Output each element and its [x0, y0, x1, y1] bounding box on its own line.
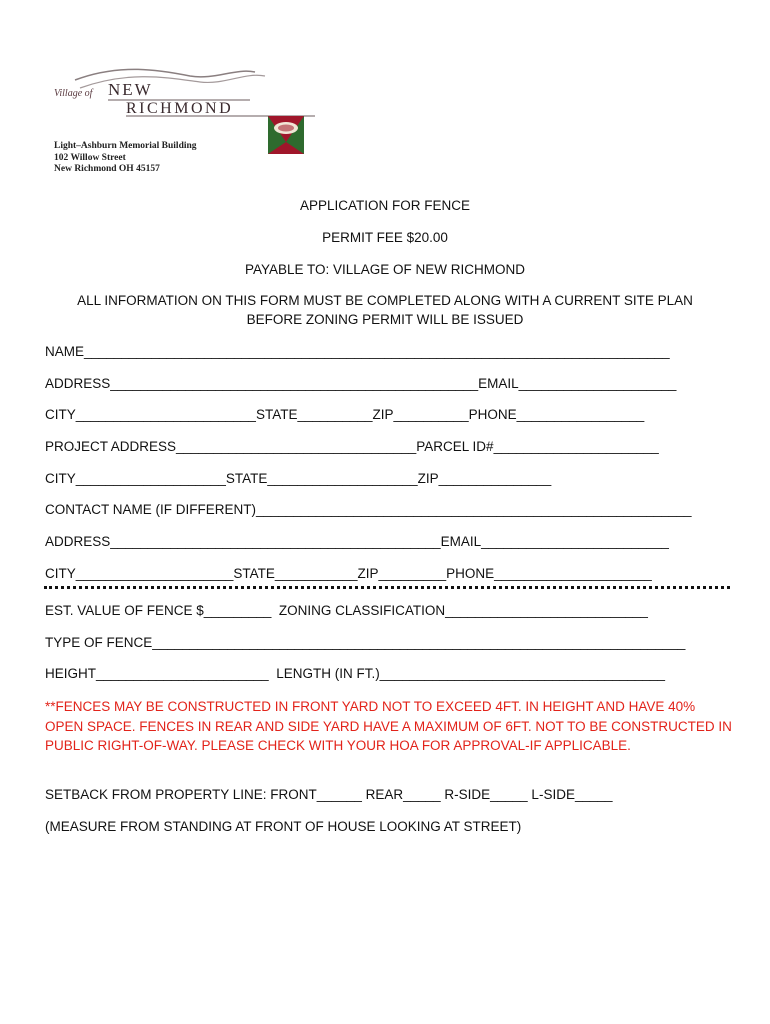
project-city-field[interactable]: CITY____________________STATE____________________ZIP_______________	[45, 471, 552, 486]
fence-type-field[interactable]: TYPE OF FENCE_______________________________________________________________________	[45, 635, 686, 650]
logo-pennant	[268, 116, 304, 154]
city-state-zip-phone-field[interactable]: CITY________________________STATE__________ZIP__________PHONE_________________	[45, 407, 645, 422]
notice-line-2: BEFORE ZONING PERMIT WILL BE ISSUED	[246, 312, 524, 327]
measure-instruction: (MEASURE FROM STANDING AT FRONT OF HOUSE LOOKING AT STREET)	[45, 819, 522, 834]
project-address-field[interactable]: PROJECT ADDRESS________________________________PARCEL ID#______________________	[45, 439, 659, 454]
form-title: APPLICATION FOR FENCE	[299, 198, 471, 213]
notice-line-1: ALL INFORMATION ON THIS FORM MUST BE COMPLETED ALONG WITH A CURRENT SITE PLAN	[77, 293, 693, 308]
organization-address	[54, 141, 197, 176]
setback-field[interactable]: SETBACK FROM PROPERTY LINE: FRONT______ REAR_____ R-SIDE_____ L-SIDE_____	[45, 787, 613, 802]
contact-name-field[interactable]: CONTACT NAME (IF DIFFERENT)__________________________________________________________	[45, 502, 692, 517]
address-email-field[interactable]: ADDRESS_________________________________________________EMAIL_____________________	[45, 376, 677, 391]
height-length-field[interactable]: HEIGHT_______________________ LENGTH (IN FT.)______________________________________	[45, 666, 665, 681]
logo-script-text: Village of	[54, 88, 93, 99]
section-divider	[44, 586, 730, 589]
contact-address-field[interactable]: ADDRESS____________________________________________EMAIL_________________________	[45, 534, 669, 549]
fence-regulations-warning: **FENCES MAY BE CONSTRUCTED IN FRONT YARD NOT TO EXCEED 4FT. IN HEIGHT AND HAVE 40% OPEN SPACE. FENCES IN REAR AND SIDE YARD HAVE A MAXIMUM OF 6FT. NOT TO BE CONSTRUCTED IN PUBLIC RIGHT-OF-WAY. PLEASE CHECK WITH YOUR HOA FOR APPROVAL-IF APPLICABLE.	[45, 699, 732, 753]
logo-swoosh-1	[75, 69, 255, 80]
address-line-building: Light–Ashburn Memorial Building	[54, 141, 197, 151]
permit-fee: PERMIT FEE $20.00	[322, 230, 448, 245]
payable-to: PAYABLE TO: VILLAGE OF NEW RICHMOND	[244, 262, 526, 277]
contact-city-field[interactable]: CITY_____________________STATE___________ZIP_________PHONE_____________________	[45, 566, 652, 581]
fence-value-field[interactable]: EST. VALUE OF FENCE $_________ ZONING CLASSIFICATION___________________________	[45, 603, 648, 618]
logo-name-line2: RICHMOND	[126, 100, 234, 117]
logo-name-line1: NEW	[108, 80, 153, 99]
address-line-city: New Richmond OH 45157	[54, 164, 160, 174]
address-line-street: 102 Willow Street	[54, 152, 126, 163]
name-field[interactable]: NAME______________________________________________________________________________	[45, 344, 670, 359]
